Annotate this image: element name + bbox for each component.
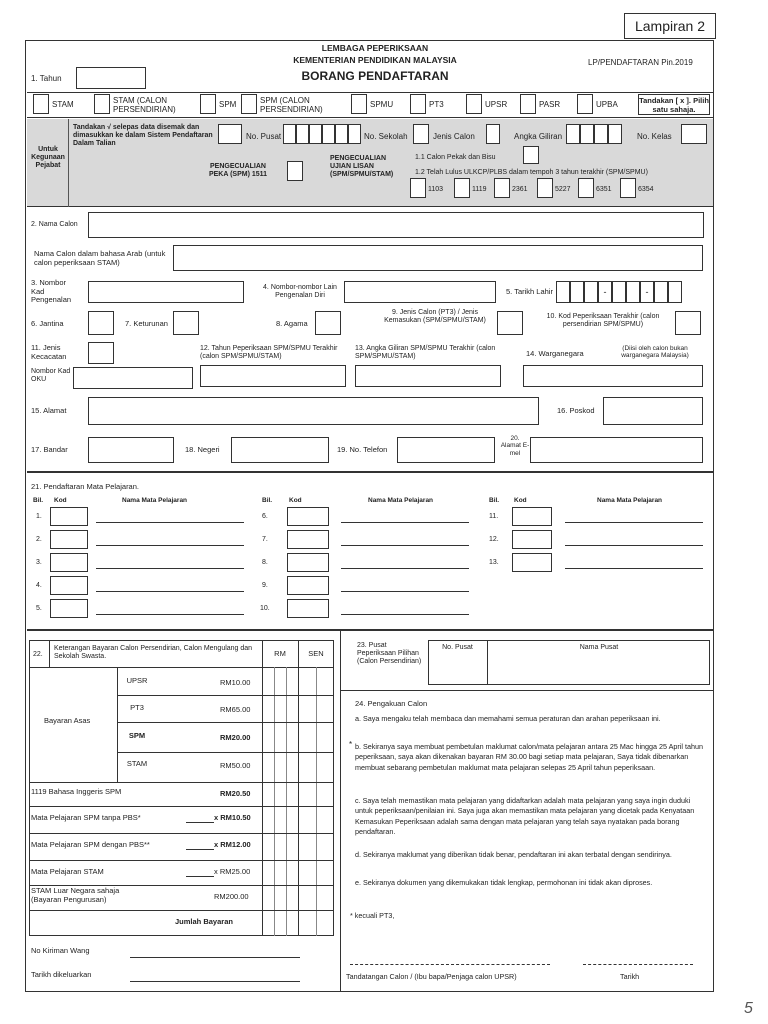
pusat-section-line bbox=[341, 690, 713, 691]
code-6351: 6351 bbox=[596, 186, 612, 193]
subject-nama-line[interactable] bbox=[96, 614, 244, 615]
exam-type-spmu: SPMU bbox=[370, 100, 394, 109]
bandar-label: 17. Bandar bbox=[31, 445, 68, 454]
keturunan-input[interactable] bbox=[173, 311, 199, 335]
jenis-calon-label: Jenis Calon bbox=[433, 132, 475, 141]
office-label: Untuk Kegunaan Pejabat bbox=[31, 146, 65, 170]
exam-type-stam: STAM bbox=[52, 100, 74, 109]
code-box-1119[interactable] bbox=[454, 178, 470, 198]
pengakuan-e: e. Sekiranya dokumen yang dikemukakan tidak lengkap, permohonan ini tidak akan diproses. bbox=[355, 878, 653, 887]
fees-rm-sub-divider bbox=[286, 667, 287, 936]
option-ulkcp: 1.2 Telah Lulus ULKCP/PLBS dalam tempoh 3 tahun terakhir (SPM/SPMU) bbox=[415, 169, 648, 176]
angka-giliran-cell-4[interactable] bbox=[608, 124, 622, 144]
no-sekolah-label: No. Sekolah bbox=[364, 132, 408, 141]
jenis-calon-label-9: 9. Jenis Calon (PT3) / Jenis Kemasukan (SPM/SPMU/STAM) bbox=[384, 309, 486, 325]
checkbox-spm-persendirian[interactable] bbox=[241, 94, 257, 114]
fee-other-amount: RM20.50 bbox=[220, 789, 251, 798]
no-pusat-cell-6[interactable] bbox=[348, 124, 361, 144]
tarikh-lahir-separator-1: - bbox=[598, 281, 612, 303]
emel-input[interactable] bbox=[530, 437, 703, 463]
code-box-6351[interactable] bbox=[578, 178, 594, 198]
fee-base-name: SPM bbox=[128, 731, 146, 740]
exam-type-upsr: UPSR bbox=[485, 100, 508, 109]
tahun-peperiksaan-label: 12. Tahun Peperiksaan SPM/SPMU Terakhir (calon SPM/SPMU/STAM) bbox=[200, 345, 338, 361]
exam-type-upba: UPBA bbox=[596, 100, 618, 109]
fee-row-line bbox=[29, 806, 334, 807]
pengakuan-kecuali: * kecuali PT3, bbox=[350, 911, 395, 920]
telefon-label: 19. No. Telefon bbox=[337, 445, 388, 454]
tandatangan-label: Tandatangan Calon / (Ibu bapa/Penjaga calon UPSR) bbox=[346, 972, 517, 981]
kod-peperiksaan-input[interactable] bbox=[675, 311, 701, 335]
subject-nama-line[interactable] bbox=[96, 545, 244, 546]
nama-calon-label: 2. Nama Calon bbox=[31, 221, 78, 228]
nombor-lain-label: 4. Nombor-nombor Lain Pengenalan Diri bbox=[263, 284, 337, 300]
checkbox-upsr[interactable] bbox=[466, 94, 482, 114]
form-code: LP/PENDAFTARAN Pin.2019 bbox=[588, 58, 693, 67]
office-divider bbox=[68, 119, 69, 207]
fee-other-amount: x RM12.00 bbox=[214, 840, 251, 849]
fees-number: 22. bbox=[33, 651, 43, 658]
subject-kod-input[interactable] bbox=[50, 576, 88, 595]
tarikh-lahir-separator-2: - bbox=[640, 281, 654, 303]
bottom-vertical-divider bbox=[340, 630, 341, 992]
subject-kod-input[interactable] bbox=[287, 507, 329, 526]
fees-sen-divider bbox=[298, 640, 299, 936]
subjects-bil-header-3: Bil. bbox=[489, 497, 500, 504]
subject-kod-input[interactable] bbox=[287, 553, 329, 572]
fee-base-amount: RM20.00 bbox=[220, 733, 251, 742]
subjects-nama-header-1: Nama Mata Pelajaran bbox=[122, 497, 188, 504]
checkbox-stam[interactable] bbox=[33, 94, 49, 114]
tarikh-lahir-cell-1[interactable] bbox=[556, 281, 570, 303]
angka-giliran-cell-1[interactable] bbox=[566, 124, 580, 144]
office-check-box[interactable] bbox=[218, 124, 242, 144]
subject-bil: 8. bbox=[262, 559, 268, 566]
office-instruction: Tandakan √ selepas data disemak dan dimasukkan ke dalam Sistem Pendaftaran Dalam Talian bbox=[73, 124, 213, 148]
fee-other-name: Mata Pelajaran SPM tanpa PBS* bbox=[31, 813, 141, 822]
checkbox-pt3[interactable] bbox=[410, 94, 426, 114]
pusat-label: 23. Pusat Peperiksaan Pilihan (Calon Persendirian) bbox=[357, 642, 422, 666]
tarikh-line[interactable] bbox=[583, 964, 693, 965]
code-5227: 5227 bbox=[555, 186, 571, 193]
tandatangan-line[interactable] bbox=[350, 964, 550, 965]
angka-giliran-input[interactable] bbox=[355, 365, 501, 387]
fees-sen-sub-divider bbox=[316, 667, 317, 936]
tahun-label: 1. Tahun bbox=[31, 74, 62, 83]
subject-nama-line[interactable] bbox=[341, 568, 469, 569]
exam-type-spm-persendirian: SPM (CALON PERSENDIRIAN) bbox=[260, 96, 323, 115]
fees-number-divider bbox=[49, 640, 50, 667]
fee-other-amount: x RM10.50 bbox=[214, 813, 251, 822]
subject-nama-line[interactable] bbox=[565, 522, 703, 523]
fee-row-line bbox=[117, 695, 334, 696]
fee-other-name: 1119 Bahasa Inggeris SPM bbox=[31, 787, 122, 796]
subject-bil: 5. bbox=[36, 605, 42, 612]
fees-header-line bbox=[29, 667, 334, 668]
header-line2: KEMENTERIAN PENDIDIKAN MALAYSIA bbox=[293, 55, 457, 65]
tarikh-dikeluarkan-label: Tarikh dikeluarkan bbox=[31, 970, 92, 979]
jantina-label: 6. Jantina bbox=[31, 319, 64, 328]
exam-type-pt3: PT3 bbox=[429, 100, 444, 109]
tarikh-lahir-cell-6[interactable] bbox=[654, 281, 668, 303]
tandakan-text: Tandakan [ x ]. Pilih satu sahaja. bbox=[639, 96, 709, 114]
fees-sen-header: SEN bbox=[308, 649, 324, 658]
code-box-2361[interactable] bbox=[494, 178, 510, 198]
subject-bil: 3. bbox=[36, 559, 42, 566]
subject-kod-input[interactable] bbox=[512, 507, 552, 526]
kod-peperiksaan-label: 10. Kod Peperiksaan Terakhir (calon persendirian SPM/SPMU) bbox=[546, 313, 660, 329]
subject-kod-input[interactable] bbox=[287, 599, 329, 618]
subject-bil: 9. bbox=[262, 582, 268, 589]
checkbox-spmu[interactable] bbox=[351, 94, 367, 114]
page-number: 5 bbox=[744, 1000, 753, 1017]
no-pusat-cell-1[interactable] bbox=[283, 124, 296, 144]
jumlah-bayaran-label: Jumlah Bayaran bbox=[175, 917, 233, 926]
pengecualian-ujian-label: PENGECUALIAN UJIAN LISAN (SPM/SPMU/STAM) bbox=[330, 155, 394, 179]
jantina-input[interactable] bbox=[88, 311, 114, 335]
kiriman-wang-line[interactable] bbox=[130, 957, 300, 958]
fee-row-line bbox=[117, 752, 334, 753]
telefon-input[interactable] bbox=[397, 437, 495, 463]
tarikh-lahir-cell-7[interactable] bbox=[668, 281, 682, 303]
no-pusat-cell-4[interactable] bbox=[322, 124, 335, 144]
fee-base-amount: RM50.00 bbox=[220, 761, 251, 770]
subjects-title: 21. Pendaftaran Mata Pelajaran. bbox=[31, 482, 139, 491]
subject-nama-line[interactable] bbox=[96, 568, 244, 569]
page-title: BORANG PENDAFTARAN bbox=[301, 69, 449, 83]
subjects-bil-header-2: Bil. bbox=[262, 497, 273, 504]
lampiran-text: Lampiran 2 bbox=[634, 18, 706, 34]
fee-other-name: Mata Pelajaran SPM dengan PBS** bbox=[31, 840, 150, 849]
option-pekak-bisu: 1.1 Calon Pekak dan Bisu bbox=[415, 154, 496, 161]
warganegara-input[interactable] bbox=[523, 365, 703, 387]
bandar-input[interactable] bbox=[88, 437, 174, 463]
fee-other-name: Mata Pelajaran STAM bbox=[31, 867, 104, 876]
angka-giliran-label-13: 13. Angka Giliran SPM/SPMU Terakhir (calon SPM/SPMU/STAM) bbox=[355, 345, 496, 361]
fee-row-line bbox=[29, 833, 334, 834]
jenis-calon-box[interactable] bbox=[413, 124, 429, 144]
subjects-kod-header-1: Kod bbox=[54, 497, 67, 504]
code-1103: 1103 bbox=[428, 186, 444, 193]
fee-base-name: PT3 bbox=[130, 703, 144, 712]
tahun-input[interactable] bbox=[76, 67, 146, 89]
subjects-divider-top bbox=[27, 471, 713, 473]
subject-bil: 10. bbox=[260, 605, 270, 612]
subject-kod-input[interactable] bbox=[50, 530, 88, 549]
pengakuan-title: 24. Pengakuan Calon bbox=[355, 699, 428, 708]
exam-type-spm: SPM bbox=[219, 100, 237, 109]
warganegara-note: (Diisi oleh calon bukan warganegara Malaysia) bbox=[621, 345, 689, 360]
bayaran-asas-label: Bayaran Asas bbox=[44, 716, 91, 725]
pengakuan-a: a. Saya mengaku telah membaca dan memahami semua peraturan dan arahan peperiksaan ini. bbox=[355, 714, 661, 723]
code-box-5227[interactable] bbox=[537, 178, 553, 198]
subject-nama-line[interactable] bbox=[565, 545, 703, 546]
subject-bil: 11. bbox=[489, 513, 499, 520]
nombor-kad-input[interactable] bbox=[88, 281, 244, 303]
subject-kod-input[interactable] bbox=[287, 576, 329, 595]
no-kelas-box[interactable] bbox=[681, 124, 707, 144]
fee-base-amount: RM65.00 bbox=[220, 705, 251, 714]
jenis-calon-input[interactable] bbox=[497, 311, 523, 335]
fee-other-blank[interactable] bbox=[186, 822, 214, 823]
fees-rm-sub-divider bbox=[274, 667, 275, 936]
tarikh-lahir-cell-2[interactable] bbox=[570, 281, 584, 303]
tarikh-lahir-cell-5[interactable] bbox=[626, 281, 640, 303]
code-box-1103[interactable] bbox=[410, 178, 426, 198]
fees-rm-divider bbox=[262, 640, 263, 936]
subject-bil: 1. bbox=[36, 513, 42, 520]
nama-arab-input[interactable] bbox=[173, 245, 703, 271]
subject-nama-line[interactable] bbox=[96, 522, 244, 523]
negeri-input[interactable] bbox=[231, 437, 329, 463]
fee-other-amount: x RM25.00 bbox=[214, 867, 251, 876]
fees-rm-header: RM bbox=[274, 649, 286, 658]
no-kelas-label: No. Kelas bbox=[637, 132, 672, 141]
tarikh-dikeluarkan-line[interactable] bbox=[130, 981, 300, 982]
code-6354: 6354 bbox=[638, 186, 654, 193]
fee-base-amount: RM10.00 bbox=[220, 678, 251, 687]
subject-kod-input[interactable] bbox=[512, 553, 552, 572]
no-pusat-cell-2[interactable] bbox=[296, 124, 309, 144]
code-2361: 2361 bbox=[512, 186, 528, 193]
angka-giliran-cell-3[interactable] bbox=[594, 124, 608, 144]
lampiran-label bbox=[624, 13, 716, 39]
nama-arab-label: Nama Calon dalam bahasa Arab (untuk calon peperiksaan STAM) bbox=[34, 249, 166, 267]
fee-other-blank[interactable] bbox=[186, 876, 214, 877]
tandakan-note bbox=[638, 94, 710, 115]
pengakuan-d: d. Sekiranya maklumat yang diberikan tidak benar, pendaftaran ini akan terbatal dengan sendirinya. bbox=[355, 850, 672, 859]
subjects-bil-header-1: Bil. bbox=[33, 497, 44, 504]
subjects-nama-header-3: Nama Mata Pelajaran bbox=[597, 497, 663, 504]
angka-giliran-label: Angka Giliran bbox=[514, 132, 563, 141]
keturunan-label: 7. Keturunan bbox=[125, 319, 168, 328]
pusat-nama-input[interactable] bbox=[488, 655, 709, 684]
fee-row-line bbox=[117, 722, 334, 723]
alamat-input[interactable] bbox=[88, 397, 539, 425]
subject-bil: 7. bbox=[262, 536, 268, 543]
no-pusat-label: No. Pusat bbox=[246, 132, 282, 141]
pengecualian-peka-box[interactable] bbox=[287, 161, 303, 181]
checkbox-spm[interactable] bbox=[200, 94, 216, 114]
subject-nama-line[interactable] bbox=[96, 591, 244, 592]
no-pusat-cell-3[interactable] bbox=[309, 124, 322, 144]
angka-giliran-check[interactable] bbox=[486, 124, 500, 144]
fee-base-name: STAM bbox=[126, 759, 148, 768]
tarikh-label: Tarikh bbox=[620, 972, 640, 981]
subjects-kod-header-3: Kod bbox=[514, 497, 527, 504]
negeri-label: 18. Negeri bbox=[185, 445, 220, 454]
subject-nama-line[interactable] bbox=[341, 545, 469, 546]
tarikh-lahir-cell-4[interactable] bbox=[612, 281, 626, 303]
subject-nama-line[interactable] bbox=[341, 591, 469, 592]
agama-input[interactable] bbox=[315, 311, 341, 335]
subject-kod-input[interactable] bbox=[50, 553, 88, 572]
subject-kod-input[interactable] bbox=[50, 599, 88, 618]
tarikh-lahir-label: 5. Tarikh Lahir bbox=[506, 287, 553, 296]
bottom-divider bbox=[27, 629, 713, 631]
subject-kod-input[interactable] bbox=[512, 530, 552, 549]
pusat-no-input[interactable] bbox=[429, 655, 487, 684]
fee-row-line bbox=[29, 860, 334, 861]
no-pusat-cell-5[interactable] bbox=[335, 124, 348, 144]
poskod-label: 16. Poskod bbox=[557, 406, 595, 415]
pengecualian-peka-label: PENGECUALIAN PEKA (SPM) 1511 bbox=[208, 163, 268, 179]
fee-base-name: UPSR bbox=[126, 676, 148, 685]
pengakuan-c: c. Saya telah memastikan mata pelajaran yang didaftarkan adalah mata pelajaran yang saya ingin duduki untuk peperiksaan/penilaian ini. Saya juga akan memastikan mata pelajaran yang dicetak pada Kenyataan Kemasukan Peperiksaan adalah sama dengan mata pelajaran yang telah saya nyatakan pada borang pendaftaran. bbox=[355, 796, 695, 837]
fee-other-amount: RM200.00 bbox=[214, 892, 249, 901]
pusat-no-header: No. Pusat bbox=[442, 644, 473, 651]
warganegara-label: 14. Warganegara bbox=[526, 349, 584, 358]
nama-calon-input[interactable] bbox=[88, 212, 704, 238]
angka-giliran-cell-2[interactable] bbox=[580, 124, 594, 144]
fee-row-line bbox=[29, 782, 334, 783]
fee-row-line bbox=[29, 910, 334, 911]
subject-bil: 12. bbox=[489, 536, 499, 543]
pengakuan-b-star: * bbox=[349, 740, 353, 749]
subject-bil: 6. bbox=[262, 513, 268, 520]
alamat-label: 15. Alamat bbox=[31, 406, 67, 415]
code-box-6354[interactable] bbox=[620, 178, 636, 198]
nombor-oku-label: Nombor Kad OKU bbox=[31, 368, 71, 384]
agama-label: 8. Agama bbox=[276, 319, 308, 328]
checkbox-upba[interactable] bbox=[577, 94, 593, 114]
exam-type-pasr: PASR bbox=[539, 100, 561, 109]
subject-nama-line[interactable] bbox=[341, 614, 469, 615]
subjects-nama-header-2: Nama Mata Pelajaran bbox=[368, 497, 434, 504]
fee-other-blank[interactable] bbox=[186, 849, 214, 850]
fees-title: Keterangan Bayaran Calon Persendirian, Calon Mengulang dan Sekolah Swasta. bbox=[54, 645, 253, 661]
subject-nama-line[interactable] bbox=[341, 522, 469, 523]
pengakuan-b: b. Sekiranya saya membuat pembetulan maklumat calon/mata pelajaran antara 25 Mac hingga 25 April tahun peperiksaan, saya akan dikenakan bayaran RM 30.00 bagi setiap mata pelajaran, Saya tidak dibenarkan membuat sebarang pembetulan maklumat mata pelajaran selepas 25 April tahun peperiksaan. bbox=[355, 742, 703, 772]
pusat-nama-header: Nama Pusat bbox=[579, 644, 619, 651]
jenis-kecacatan-input[interactable] bbox=[88, 342, 114, 364]
tarikh-lahir-cell-3[interactable] bbox=[584, 281, 598, 303]
tahun-peperiksaan-input[interactable] bbox=[200, 365, 346, 387]
exam-type-stam-persendirian: STAM (CALON PERSENDIRIAN) bbox=[113, 96, 176, 115]
subject-bil: 4. bbox=[36, 582, 42, 589]
subject-kod-input[interactable] bbox=[50, 507, 88, 526]
jenis-kecacatan-label: 11. Jenis Kecacatan bbox=[31, 343, 67, 361]
checkbox-pasr[interactable] bbox=[520, 94, 536, 114]
nombor-lain-input[interactable] bbox=[344, 281, 496, 303]
header-line1: LEMBAGA PEPERIKSAAN bbox=[321, 43, 429, 53]
subject-bil: 13. bbox=[489, 559, 499, 566]
pekak-bisu-box[interactable] bbox=[523, 146, 539, 164]
subject-bil: 2. bbox=[36, 536, 42, 543]
poskod-input[interactable] bbox=[603, 397, 703, 425]
nombor-oku-input[interactable] bbox=[73, 367, 193, 389]
fee-other-name: STAM Luar Negara sahaja (Bayaran Pengurusan) bbox=[31, 886, 120, 904]
subject-nama-line[interactable] bbox=[565, 568, 703, 569]
kiriman-wang-label: No Kiriman Wang bbox=[31, 946, 90, 955]
code-1119: 1119 bbox=[472, 186, 487, 193]
checkbox-stam-persendirian[interactable] bbox=[94, 94, 110, 114]
nombor-kad-label: 3. Nombor Kad Pengenalan bbox=[31, 278, 72, 305]
emel-label: 20. Alamat E-mel bbox=[500, 435, 530, 457]
subjects-kod-header-2: Kod bbox=[289, 497, 302, 504]
subject-kod-input[interactable] bbox=[287, 530, 329, 549]
